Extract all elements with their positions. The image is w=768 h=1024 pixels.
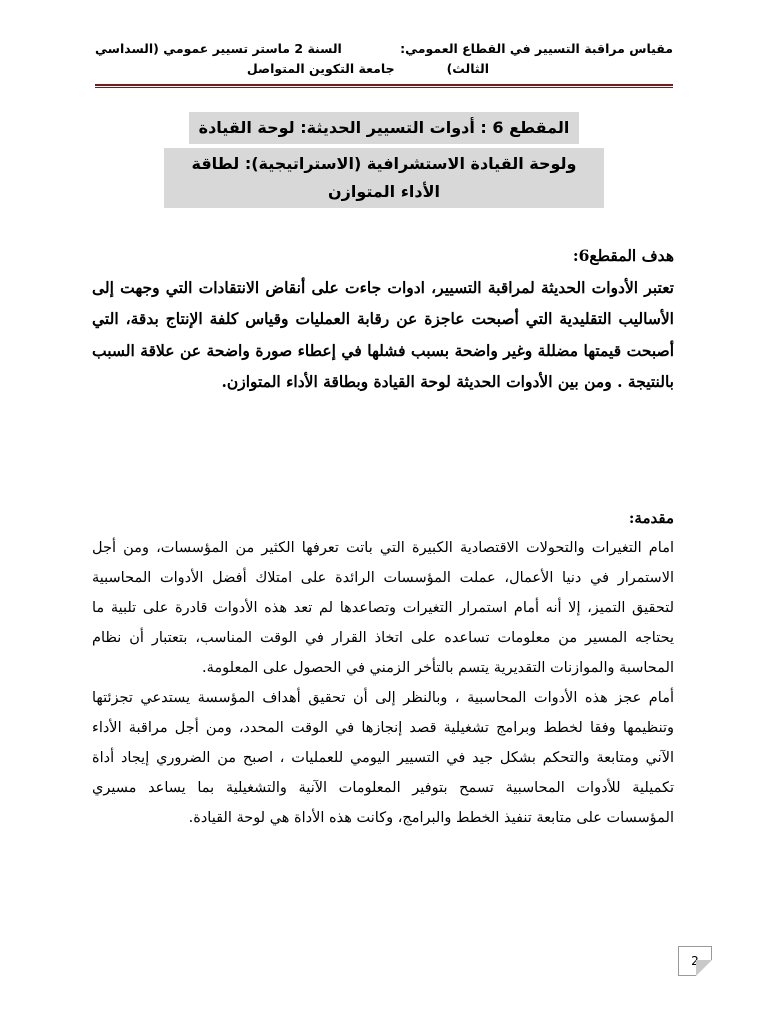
objective-heading: هدف المقطع6: bbox=[572, 246, 674, 265]
objective-section bbox=[92, 240, 674, 398]
header-course: مقياس مراقبة التسيير في القطاع العمومي: bbox=[400, 40, 673, 56]
introduction-section bbox=[92, 503, 674, 833]
introduction-paragraph-2: أمام عجز هذه الأدوات المحاسبية ، وبالنظر إلى أن تحقيق أهداف المؤسسة يستدعي تجزئتها وتنظيمها وفقا لخطط وبرامج تشغيلية قصد إنجازها في الوقت المحدد، ومن أجل مراقبة الأداء الآني ومتابعة والتحكم بشكل جيد في التسيير اليومي للعمليات ، اصبح من الضروري إيجاد أداة تكميلية للأدوات المحاسبية تسمح بتوفير المعلومات الآنية والتشغيلية بما يساعد مسيري المؤسسات على متابعة تنفيذ الخطط والبرامج، وكانت هذه الأداة هي لوحة القيادة. bbox=[92, 690, 674, 826]
title-line-2: ولوحة القيادة الاستشرافية (الاستراتيجية): لطاقة الأداء المتوازن bbox=[164, 148, 604, 208]
chapter-title bbox=[164, 112, 604, 208]
page-number bbox=[678, 946, 712, 976]
objective-text: تعتبر الأدوات الحديثة لمراقبة التسيير، ادوات جاءت على أنقاض الانتقادات التي وجهت إلى الأساليب التقليدية التي أصبحت عاجزة عن رقابة العمليات وقياس كلفة الإنتاج بدقة، التي أصبحت قيمتها مضللة وغير واضحة بسبب فشلها في إعطاء صورة واضحة عن علاقة السبب بالنتيجة . ومن بين الأدوات الحديثة لوحة القيادة وبطاقة الأداء المتوازن. bbox=[92, 277, 674, 391]
header-institution: جامعة التكوين المتواصل bbox=[246, 60, 395, 76]
header-semester: الثالث) bbox=[446, 60, 489, 76]
page-header bbox=[95, 38, 673, 78]
introduction-paragraph-1: امام التغيرات والتحولات الاقتصادية الكبيرة التي باتت تعرفها الكثير من المؤسسات، ومن أجل الاستمرار في دنيا الأعمال، عملت المؤسسات الرائدة على امتلاك أفضل الأدوات المحاسبية لتحقيق التميز، إلا أنه أمام استمرار التغيرات وتصاعدها لم تعد هذه الأدوات قادرة على تلبية ما يحتاجه المسير من معلومات تساعده على اتخاذ القرار في الوقت المناسب، بتعتبار أن نظام المحاسبة والموازنات التقديرية يتسم بالتأخر الزمني في الحصول على المعلومة. bbox=[92, 540, 674, 676]
header-row bbox=[95, 38, 673, 58]
header-row bbox=[95, 58, 673, 78]
page-number-value: 2 bbox=[691, 954, 699, 968]
title-line-1: المقطع 6 : أدوات التسيير الحديثة: لوحة القيادة bbox=[189, 112, 580, 144]
header-divider bbox=[95, 84, 673, 88]
introduction-heading: مقدمة: bbox=[628, 509, 674, 527]
header-level: السنة 2 ماستر تسيير عمومي (السداسي bbox=[95, 40, 342, 56]
